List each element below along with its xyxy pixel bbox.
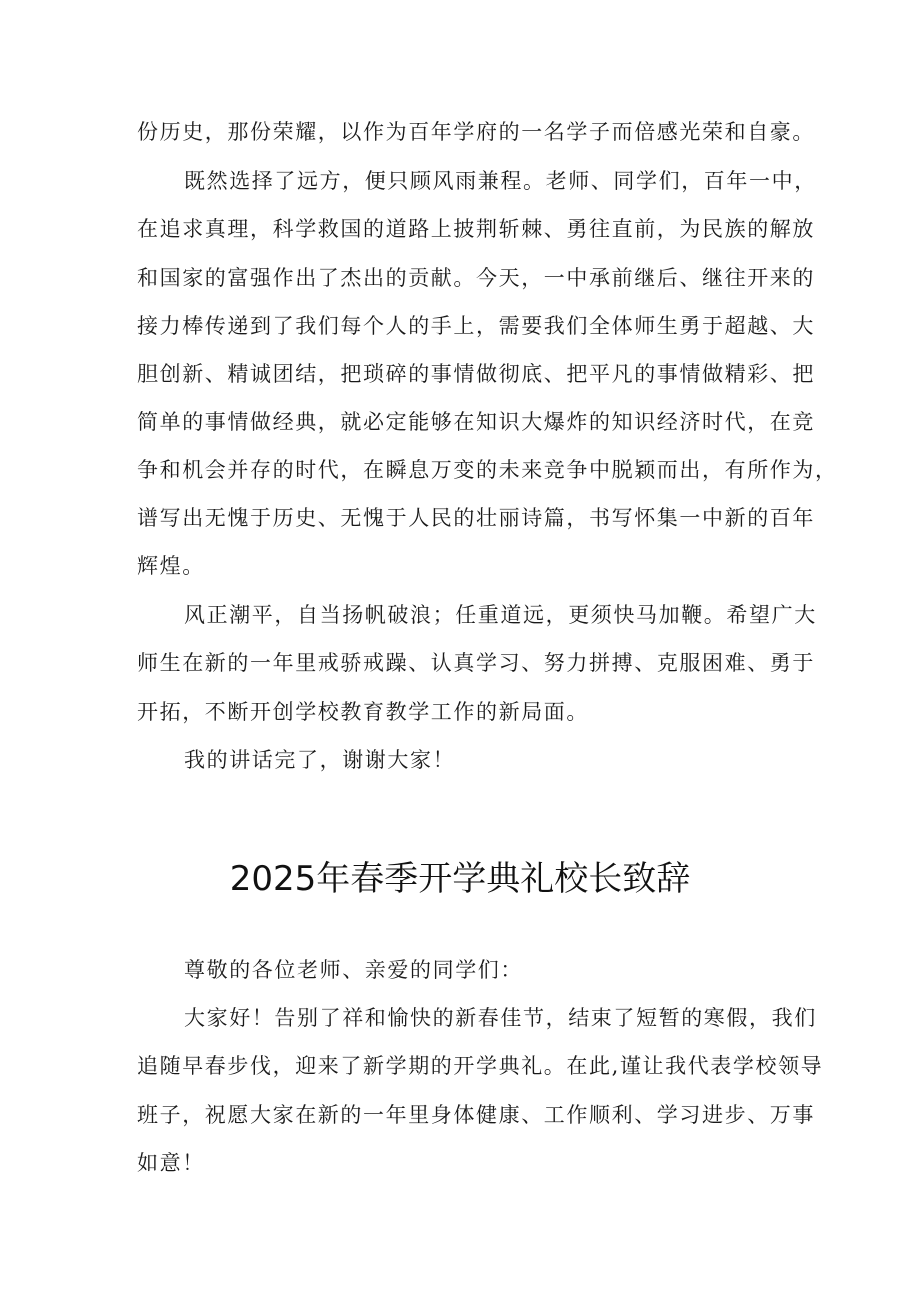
paragraph-line: 开拓，不断开创学校教育教学工作的新局面。 [137, 700, 589, 724]
paragraph-line: 大家好！告别了祥和愉快的新春佳节，结束了短暂的寒假，我们 [184, 1006, 817, 1030]
paragraph-line: 份历史，那份荣耀，以作为百年学府的一名学子而倍感光荣和自豪。 [137, 120, 815, 144]
paragraph-line: 在追求真理，科学救国的道路上披荆斩棘、勇往直前，为民族的解放 [137, 217, 815, 241]
paragraph-line: 争和机会并存的时代，在瞬息万变的未来竞争中脱颖而出，有所作为， [137, 458, 838, 482]
salutation: 尊敬的各位老师、亲爱的同学们： [184, 958, 523, 982]
paragraph-line: 谱写出无愧于历史、无愧于人民的壮丽诗篇，书写怀集一中新的百年 [137, 506, 815, 530]
paragraph-line: 和国家的富强作出了杰出的贡献。今天，一中承前继后、继往开来的 [137, 266, 815, 290]
paragraph-line: 师生在新的一年里戒骄戒躁、认真学习、努力拼搏、克服困难、勇于 [137, 651, 815, 675]
paragraph-line: 辉煌。 [137, 554, 205, 578]
closing-line: 我的讲话完了，谢谢大家！ [184, 748, 456, 772]
paragraph-line: 简单的事情做经典，就必定能够在知识大爆炸的知识经济时代，在竞 [137, 410, 815, 434]
paragraph-line: 既然选择了远方，便只顾风雨兼程。老师、同学们，百年一中， [184, 169, 817, 193]
paragraph-line: 班子，祝愿大家在新的一年里身体健康、工作顺利、学习进步、万事 [137, 1103, 815, 1127]
paragraph-line: 追随早春步伐，迎来了新学期的开学典礼。在此,谨让我代表学校领导 [137, 1054, 824, 1078]
paragraph-line: 接力棒传递到了我们每个人的手上，需要我们全体师生勇于超越、大 [137, 314, 815, 338]
paragraph-line: 如意！ [137, 1151, 205, 1175]
speech-title: 2025年春季开学典礼校长致辞 [229, 859, 691, 899]
paragraph-line: 胆创新、精诚团结，把琐碎的事情做彻底、把平凡的事情做精彩、把 [137, 362, 815, 386]
paragraph-line: 风正潮平，自当扬帆破浪；任重道远，更须快马加鞭。希望广大 [184, 603, 817, 627]
